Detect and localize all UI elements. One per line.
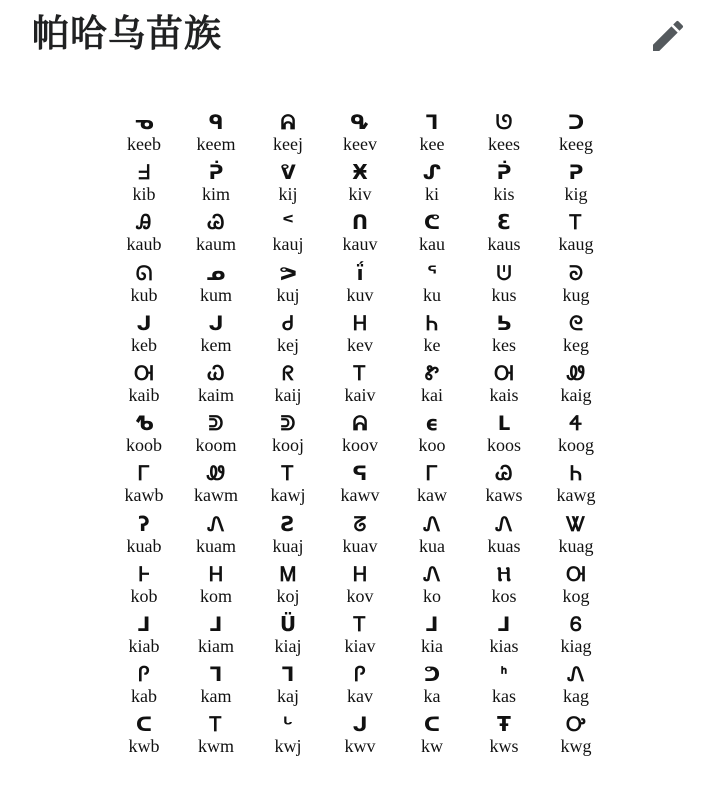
pahawh-glyph: ᕫ xyxy=(496,260,512,285)
pahawh-glyph: Ꮺ xyxy=(567,360,585,385)
pahawh-glyph: Ӿ xyxy=(352,160,368,185)
pahawh-glyph: ᕐ xyxy=(427,260,437,285)
romanization-label: kuas xyxy=(487,535,521,556)
syllable-cell xyxy=(324,411,396,461)
pahawh-glyph: Ꭲ xyxy=(353,611,367,636)
syllable-cell xyxy=(540,562,612,612)
pahawh-glyph: ᒪ xyxy=(497,411,511,436)
syllable-cell xyxy=(396,411,468,461)
romanization-label: kais xyxy=(489,384,519,405)
syllable-cell xyxy=(468,612,540,662)
pahawh-glyph: ᕲ xyxy=(280,411,296,436)
romanization-label: kaus xyxy=(487,234,521,255)
syllable-cell xyxy=(468,662,540,712)
syllable-cell xyxy=(540,210,612,260)
pahawh-glyph: Ꮋ xyxy=(353,310,367,335)
romanization-label: kaj xyxy=(277,686,299,707)
pahawh-glyph: Ꮅ xyxy=(138,662,150,687)
pahawh-glyph: ᕋ xyxy=(352,461,368,486)
syllable-chart xyxy=(108,110,618,770)
syllable-cell xyxy=(252,512,324,562)
syllable-cell xyxy=(108,712,180,762)
romanization-label: kaij xyxy=(274,384,302,405)
romanization-label: kos xyxy=(491,585,517,606)
pahawh-glyph: Ꮚ xyxy=(207,210,225,235)
romanization-label: kwg xyxy=(560,736,592,757)
romanization-label: kib xyxy=(132,184,156,205)
pahawh-glyph: Ꮷ xyxy=(282,310,294,335)
syllable-cell xyxy=(396,160,468,210)
romanization-label: kaib xyxy=(128,384,160,405)
romanization-label: kws xyxy=(489,736,519,757)
romanization-label: kob xyxy=(130,585,158,606)
syllable-cell xyxy=(396,712,468,762)
pahawh-glyph: Ꮞ xyxy=(569,411,583,436)
pahawh-glyph: ᔑ xyxy=(422,160,442,185)
romanization-label: ku xyxy=(423,284,441,305)
romanization-label: kej xyxy=(277,334,299,355)
pahawh-glyph: ᘐ xyxy=(568,260,584,285)
syllable-cell xyxy=(252,411,324,461)
pahawh-glyph: Ꮁ xyxy=(138,461,150,486)
syllable-cell xyxy=(396,512,468,562)
pahawh-glyph: ᑫ xyxy=(208,110,224,134)
syllable-cell xyxy=(468,562,540,612)
romanization-label: kaig xyxy=(560,384,592,405)
romanization-label: kias xyxy=(489,635,519,656)
romanization-label: kav xyxy=(347,686,373,707)
pahawh-glyph: ḯ xyxy=(356,260,364,285)
romanization-label: keb xyxy=(131,334,157,355)
romanization-label: kiag xyxy=(560,635,592,656)
romanization-label: kaws xyxy=(485,485,523,506)
romanization-label: kau xyxy=(419,234,445,255)
pahawh-glyph: ᘔ xyxy=(353,511,367,536)
romanization-label: kum xyxy=(199,284,232,305)
syllable-cell xyxy=(324,461,396,511)
pahawh-glyph: Ꭿ xyxy=(136,210,152,235)
pahawh-glyph: ᑎ xyxy=(351,210,369,235)
pahawh-glyph: Ƨ xyxy=(280,511,296,536)
syllable-cell xyxy=(468,361,540,411)
romanization-label: kaw xyxy=(417,485,447,506)
pahawh-glyph: ᘎ xyxy=(495,110,513,134)
romanization-label: kwj xyxy=(274,736,302,757)
page-header xyxy=(0,0,720,72)
pahawh-glyph: ᕊ xyxy=(496,310,512,335)
syllable-cell xyxy=(540,261,612,311)
romanization-label: kiv xyxy=(348,184,372,205)
pahawh-glyph: Ꮊ xyxy=(494,360,514,385)
syllable-cell xyxy=(468,311,540,361)
syllable-cell xyxy=(180,311,252,361)
romanization-label: kog xyxy=(562,585,590,606)
syllable-cell xyxy=(324,210,396,260)
page-title: 帕哈乌苗族 xyxy=(32,12,222,55)
pahawh-glyph: Ꮚ xyxy=(495,461,513,486)
pahawh-glyph: ᒍ xyxy=(208,310,224,335)
romanization-label: kawj xyxy=(270,485,306,506)
pahawh-glyph: ᕱ xyxy=(352,411,368,436)
pahawh-glyph: ᕴ xyxy=(350,110,370,134)
pahawh-glyph: ᒍ xyxy=(136,310,152,335)
romanization-label: keg xyxy=(563,334,589,355)
romanization-label: ko xyxy=(423,585,441,606)
romanization-label: kes xyxy=(492,334,516,355)
syllable-cell xyxy=(396,311,468,361)
pahawh-glyph: Ꭲ xyxy=(569,210,583,235)
pahawh-glyph: ᒣ xyxy=(209,662,223,687)
syllable-cell xyxy=(540,461,612,511)
romanization-label: koom xyxy=(195,435,237,456)
syllable-cell xyxy=(180,160,252,210)
syllable-cell xyxy=(108,110,180,160)
romanization-label: kuaj xyxy=(272,535,304,556)
pahawh-glyph: Ɛ xyxy=(497,210,511,235)
pahawh-glyph: ᑐ xyxy=(567,110,585,134)
romanization-label: kaiv xyxy=(344,384,376,405)
pahawh-glyph: Ꮡ xyxy=(425,360,439,385)
syllable-cell xyxy=(396,361,468,411)
romanization-label: koog xyxy=(558,435,594,456)
pahawh-glyph: Ꮒ xyxy=(569,461,583,486)
romanization-label: kees xyxy=(488,134,520,154)
syllable-cell xyxy=(468,411,540,461)
pahawh-glyph: Ꮊ xyxy=(134,360,154,385)
pahawh-glyph: ᖇ xyxy=(282,360,294,385)
romanization-label: kiaj xyxy=(274,635,302,656)
pahawh-glyph: Ꮑ xyxy=(567,662,585,687)
romanization-label: kig xyxy=(564,184,588,205)
pahawh-glyph: ᕓ xyxy=(280,160,296,185)
romanization-label: kooj xyxy=(271,435,304,456)
syllable-cell xyxy=(396,210,468,260)
syllable-cell xyxy=(108,160,180,210)
syllable-cell xyxy=(180,210,252,260)
syllable-cell xyxy=(108,261,180,311)
romanization-label: keej xyxy=(273,134,303,154)
romanization-label: koov xyxy=(342,435,378,456)
syllable-cell xyxy=(540,311,612,361)
pahawh-glyph: ᑉ xyxy=(282,210,294,235)
syllable-cell xyxy=(252,562,324,612)
romanization-label: kiab xyxy=(128,635,160,656)
syllable-cell xyxy=(468,160,540,210)
romanization-label: kauj xyxy=(272,234,304,255)
romanization-label: kij xyxy=(278,184,298,205)
pahawh-glyph: ᒧ xyxy=(209,611,223,636)
syllable-cell xyxy=(108,512,180,562)
romanization-label: kaub xyxy=(126,234,162,255)
romanization-label: koob xyxy=(126,435,162,456)
syllable-cell xyxy=(180,261,252,311)
syllable-cell xyxy=(324,562,396,612)
pahawh-glyph: Ꮾ xyxy=(569,611,583,636)
pahawh-glyph: ᑕ xyxy=(423,712,441,737)
romanization-label: kub xyxy=(130,284,158,305)
pahawh-glyph: ᘏ xyxy=(135,260,153,285)
pahawh-glyph: Ꮺ xyxy=(207,461,225,486)
romanization-label: kua xyxy=(419,535,445,556)
syllable-cell xyxy=(108,662,180,712)
syllable-cell xyxy=(252,311,324,361)
syllable-cell xyxy=(180,712,252,762)
romanization-label: kwb xyxy=(128,736,160,757)
pahawh-glyph: Ꮑ xyxy=(207,511,225,536)
pahawh-glyph: ᕱ xyxy=(280,110,296,134)
syllable-cell xyxy=(180,361,252,411)
romanization-label: kem xyxy=(200,334,232,355)
syllable-grid xyxy=(108,110,618,762)
romanization-label: kuav xyxy=(342,535,378,556)
romanization-label: kuj xyxy=(276,284,300,305)
pahawh-glyph: ᕲ xyxy=(208,411,224,436)
syllable-cell xyxy=(540,110,612,160)
pahawh-glyph: Ꭲ xyxy=(209,712,223,737)
pahawh-glyph: Ꮑ xyxy=(423,511,441,536)
pahawh-glyph: ᕤ xyxy=(423,662,441,687)
syllable-cell xyxy=(540,411,612,461)
romanization-label: kim xyxy=(201,184,230,205)
syllable-cell xyxy=(540,712,612,762)
syllable-cell xyxy=(396,261,468,311)
syllable-cell xyxy=(108,612,180,662)
pahawh-glyph: Ü xyxy=(279,611,297,636)
pahawh-glyph: ᑕ xyxy=(135,712,153,737)
pahawh-glyph: ᕹ xyxy=(134,411,154,436)
romanization-label: kawm xyxy=(194,485,238,506)
pahawh-glyph: Ꭴ xyxy=(566,712,586,737)
syllable-cell xyxy=(180,512,252,562)
romanization-label: koos xyxy=(486,435,521,456)
pahawh-glyph: Ꮤ xyxy=(566,511,586,536)
romanization-label: kawv xyxy=(340,485,380,506)
romanization-label: kawb xyxy=(124,485,164,506)
syllable-cell xyxy=(324,261,396,311)
pahawh-glyph: ᕗ xyxy=(278,260,298,285)
romanization-label: kwm xyxy=(198,736,234,757)
syllable-cell xyxy=(540,512,612,562)
pahawh-glyph: ᒣ xyxy=(281,662,295,687)
syllable-cell xyxy=(252,160,324,210)
pahawh-glyph: Ⲏ xyxy=(497,561,511,586)
romanization-label: kaim xyxy=(198,384,234,405)
pahawh-glyph: ᒡ xyxy=(282,712,294,737)
romanization-label: kiam xyxy=(198,635,234,656)
pahawh-glyph: Ꮇ xyxy=(280,561,296,586)
romanization-label: kai xyxy=(421,384,443,405)
pahawh-glyph: Ŧ xyxy=(497,712,511,737)
romanization-label: kee xyxy=(419,134,445,154)
syllable-cell xyxy=(252,712,324,762)
pahawh-glyph: Ꮀ xyxy=(138,561,150,586)
pahawh-glyph: ᒣ xyxy=(425,110,439,134)
romanization-label: kug xyxy=(562,284,590,305)
syllable-cell xyxy=(324,662,396,712)
syllable-cell xyxy=(180,461,252,511)
romanization-label: kev xyxy=(347,334,373,355)
syllable-cell xyxy=(180,662,252,712)
pahawh-glyph: Ꮋ xyxy=(209,561,223,586)
pahawh-glyph: Ꮗ xyxy=(207,360,225,385)
romanization-label: kwv xyxy=(344,736,376,757)
pahawh-glyph: ᕉ xyxy=(208,160,224,185)
syllable-cell xyxy=(252,361,324,411)
romanization-label: kov xyxy=(346,585,374,606)
romanization-label: kawg xyxy=(556,485,596,506)
pahawh-glyph: Ꮑ xyxy=(495,511,513,536)
romanization-label: koo xyxy=(418,435,446,456)
syllable-cell xyxy=(396,110,468,160)
syllable-cell xyxy=(396,562,468,612)
romanization-label: kas xyxy=(492,686,516,707)
edit-button[interactable] xyxy=(646,14,690,58)
romanization-label: ka xyxy=(423,686,441,707)
pahawh-glyph: ϵ xyxy=(425,411,439,436)
syllable-cell xyxy=(108,361,180,411)
syllable-cell xyxy=(540,662,612,712)
pahawh-glyph: ᓀ xyxy=(134,110,154,134)
pahawh-glyph: ᒍ xyxy=(352,712,368,737)
pahawh-glyph: ᕉ xyxy=(496,160,512,185)
pahawh-glyph: Ꮊ xyxy=(566,561,586,586)
syllable-cell xyxy=(324,110,396,160)
romanization-label: kus xyxy=(491,284,517,305)
romanization-label: keev xyxy=(343,134,377,154)
romanization-label: keeb xyxy=(127,134,161,154)
romanization-label: kis xyxy=(493,184,515,205)
pahawh-glyph: Ꭲ xyxy=(281,461,295,486)
syllable-cell xyxy=(180,562,252,612)
romanization-label: kuv xyxy=(346,284,374,305)
pahawh-glyph: ᖵ xyxy=(138,160,150,185)
syllable-cell xyxy=(468,512,540,562)
pencil-edit-icon xyxy=(648,16,688,56)
syllable-cell xyxy=(468,110,540,160)
syllable-cell xyxy=(540,160,612,210)
syllable-cell xyxy=(252,612,324,662)
syllable-cell xyxy=(324,311,396,361)
syllable-cell xyxy=(252,110,324,160)
romanization-label: kuam xyxy=(196,535,236,556)
syllable-cell xyxy=(468,712,540,762)
romanization-label: kuab xyxy=(126,535,162,556)
syllable-cell xyxy=(324,712,396,762)
syllable-cell xyxy=(324,612,396,662)
syllable-cell xyxy=(108,562,180,612)
pahawh-glyph: ᕦ xyxy=(423,210,441,235)
romanization-label: kauv xyxy=(342,234,378,255)
romanization-label: kam xyxy=(200,686,232,707)
romanization-label: kaug xyxy=(558,234,594,255)
pahawh-glyph: ᓄ xyxy=(206,260,226,285)
pahawh-glyph: ᒧ xyxy=(497,611,511,636)
syllable-cell xyxy=(396,461,468,511)
pahawh-glyph: ᘓ xyxy=(568,310,584,335)
romanization-label: keem xyxy=(196,134,236,154)
romanization-label: kag xyxy=(563,686,589,707)
romanization-label: kuag xyxy=(558,535,594,556)
syllable-cell xyxy=(108,461,180,511)
pahawh-glyph: Ꮅ xyxy=(354,662,366,687)
syllable-cell xyxy=(108,411,180,461)
syllable-cell xyxy=(252,261,324,311)
pahawh-glyph: Ꮁ xyxy=(426,461,438,486)
syllable-cell xyxy=(540,612,612,662)
syllable-cell xyxy=(108,311,180,361)
romanization-label: kiav xyxy=(344,635,376,656)
syllable-cell xyxy=(180,612,252,662)
syllable-cell xyxy=(180,411,252,461)
romanization-label: kab xyxy=(131,686,157,707)
syllable-cell xyxy=(396,612,468,662)
pahawh-glyph: ᒧ xyxy=(137,611,151,636)
syllable-cell xyxy=(468,261,540,311)
romanization-label: kaum xyxy=(196,234,236,255)
romanization-label: kia xyxy=(421,635,443,656)
syllable-cell xyxy=(468,210,540,260)
romanization-label: kom xyxy=(199,585,232,606)
pahawh-glyph: Ꮋ xyxy=(353,561,367,586)
pahawh-glyph: ᒧ xyxy=(425,611,439,636)
syllable-cell xyxy=(540,361,612,411)
syllable-cell xyxy=(324,160,396,210)
pahawh-glyph: Ꮒ xyxy=(425,310,439,335)
pahawh-glyph: Ꭲ xyxy=(353,360,367,385)
pahawh-glyph: Ꮑ xyxy=(423,561,441,586)
syllable-cell xyxy=(396,662,468,712)
syllable-cell xyxy=(468,461,540,511)
syllable-cell xyxy=(252,662,324,712)
romanization-label: ki xyxy=(424,184,439,205)
romanization-label: ke xyxy=(423,334,441,355)
syllable-cell xyxy=(252,461,324,511)
syllable-cell xyxy=(108,210,180,260)
romanization-label: koj xyxy=(276,585,300,606)
syllable-cell xyxy=(324,361,396,411)
romanization-label: keeg xyxy=(559,134,593,154)
romanization-label: kw xyxy=(421,736,443,757)
pahawh-glyph: ᑋ xyxy=(500,662,508,687)
syllable-cell xyxy=(180,110,252,160)
pahawh-glyph: ʔ xyxy=(138,511,150,536)
pahawh-glyph: ᕈ xyxy=(568,160,584,185)
syllable-cell xyxy=(324,512,396,562)
syllable-cell xyxy=(252,210,324,260)
